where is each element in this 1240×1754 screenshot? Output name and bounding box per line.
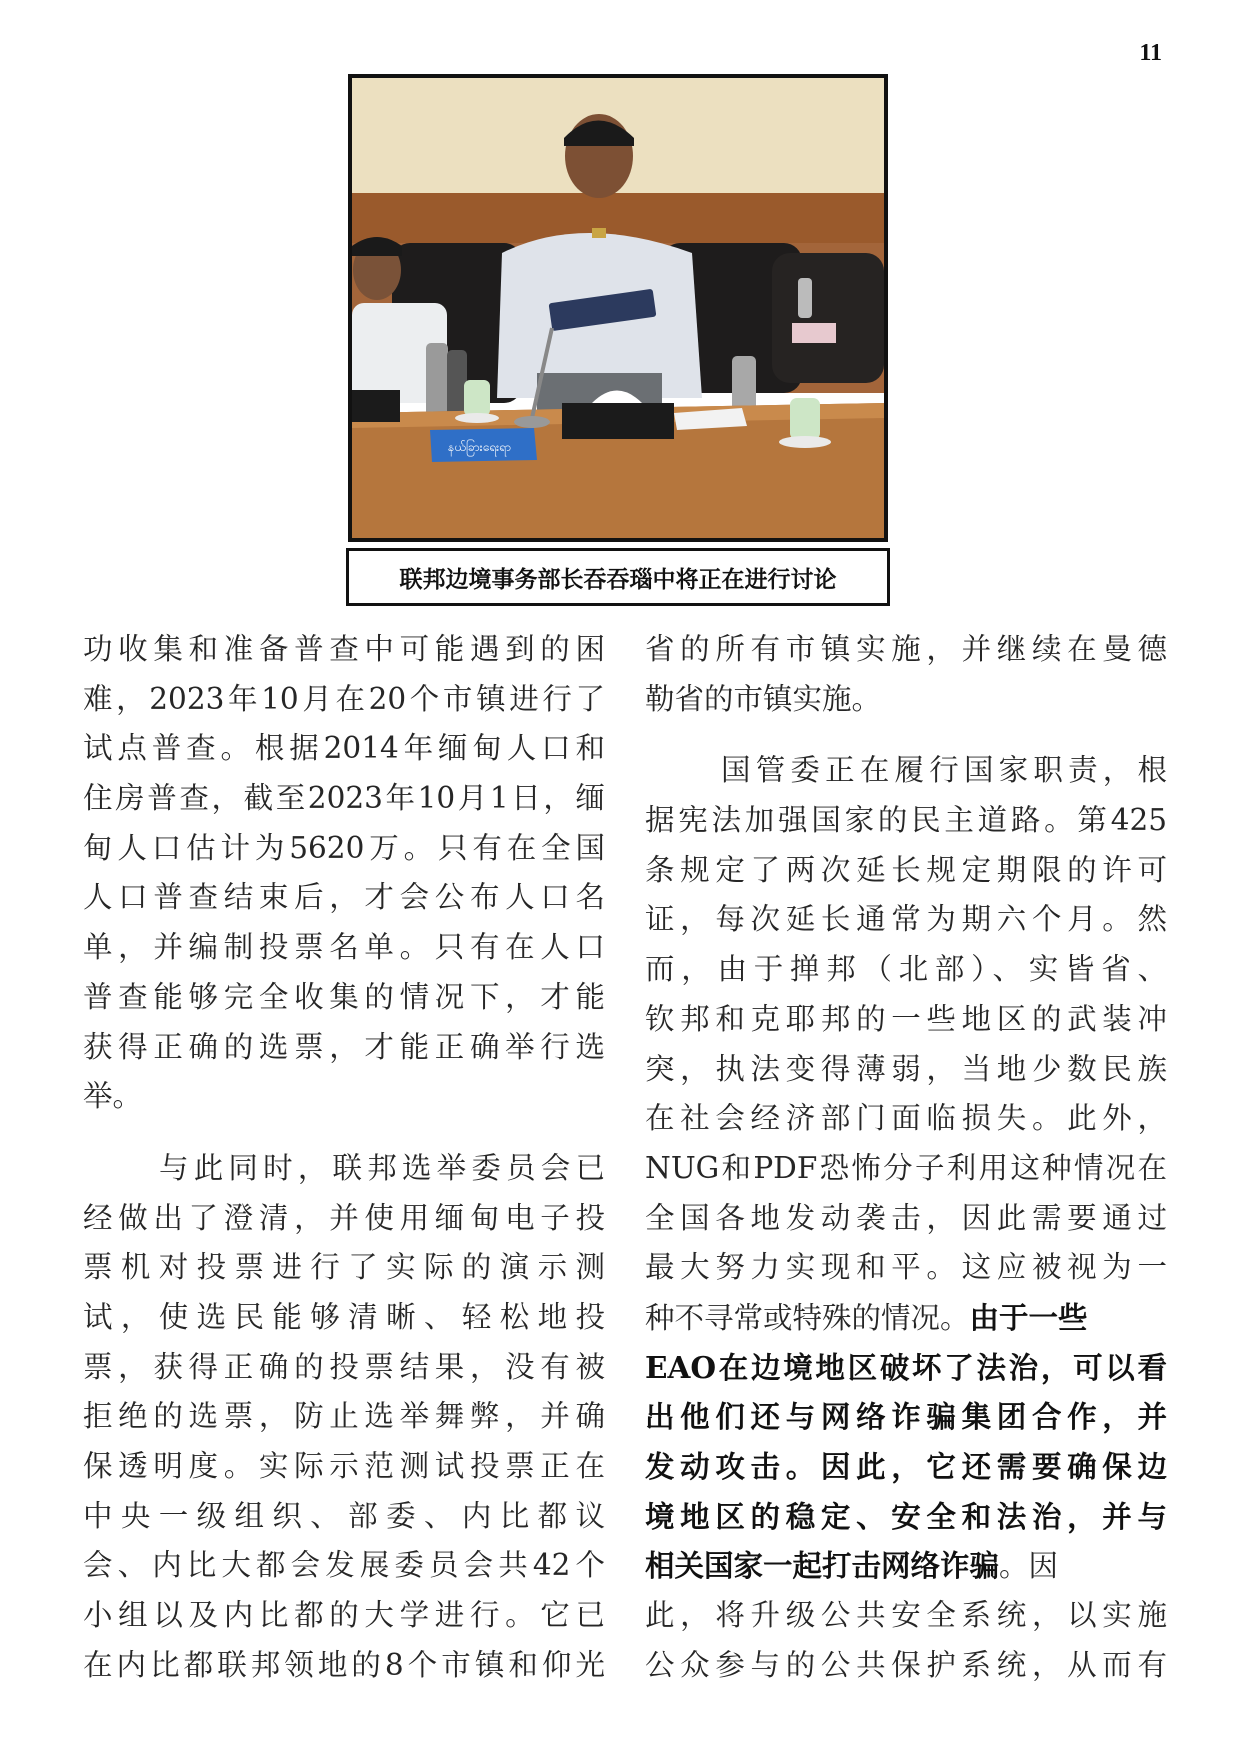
bold-text-line: 发动攻击。因此，它还需要确保边 — [645, 1449, 1167, 1484]
page-number: 11 — [1139, 40, 1162, 66]
text-line: 钦邦和克耶邦的一些地区的武装冲 — [645, 1001, 1167, 1036]
right-column — [645, 625, 1167, 1690]
text-line: 难，2023年10月在20个市镇进行了 — [83, 681, 605, 716]
photo-caption: 联邦边境事务部长吞吞瑙中将正在进行讨论 — [346, 548, 890, 606]
text-line: 小组以及内比都的大学进行。它已 — [83, 1598, 605, 1633]
nameplate-text: နယ်ခြားရေးရာ — [448, 440, 511, 454]
text-line: 住房普查，截至2023年10月1日，缅 — [83, 781, 605, 816]
bold-text-segment: 相关国家一起打击网络诈骗 — [645, 1548, 1000, 1584]
text-line: 此，将升级公共安全系统，以实施 — [645, 1598, 1167, 1633]
bold-text-line: 出他们还与网络诈骗集团合作，并 — [645, 1399, 1167, 1435]
text-line: 公众参与的公共保护系统，从而有 — [645, 1647, 1167, 1682]
text-line: 票，获得正确的投票结果，没有被 — [83, 1349, 605, 1384]
text-line: 功收集和准备普查中可能遇到的困 — [83, 632, 605, 666]
text-line: 普查能够完全收集的情况下，才能 — [83, 979, 605, 1014]
text-line: 国管委正在履行国家职责，根 — [721, 753, 1167, 788]
text-line: 在社会经济部门面临损失。此外， — [645, 1101, 1167, 1136]
text-line — [645, 1541, 1167, 1591]
text-line: 在内比都联邦领地的8个市镇和仰光 — [83, 1647, 605, 1682]
text-line: 而，由于掸邦（北部）、实皆省、 — [645, 952, 1167, 987]
text-line: 与此同时，联邦选举委员会已 — [159, 1150, 605, 1185]
text-segment: 种不寻常或特殊的情况。 — [645, 1300, 970, 1335]
text-line: 举。 — [83, 1079, 143, 1114]
text-line: 人口普查结束后，才会公布人口名 — [83, 880, 605, 915]
text-line: NUG和PDF恐怖分子利用这种情况在 — [645, 1150, 1167, 1185]
text-line: 省的所有市镇实施，并继续在曼德 — [645, 632, 1167, 666]
text-line: 票机对投票进行了实际的演示测 — [83, 1250, 605, 1285]
text-line — [645, 1293, 1167, 1343]
text-line: 最大努力实现和平。这应被视为一 — [645, 1250, 1167, 1285]
text-line: 甸人口估计为5620万。只有在全国 — [83, 830, 605, 865]
text-line: 试，使选民能够清晰、轻松地投 — [83, 1299, 605, 1334]
text-line: 拒绝的选票，防止选举舞弊，并确 — [83, 1399, 605, 1434]
text-line: 证，每次延长通常为期六个月。然 — [645, 902, 1167, 937]
text-line: 勒省的市镇实施。 — [645, 681, 882, 716]
text-line: 全国各地发动袭击，因此需要通过 — [645, 1200, 1167, 1235]
text-line: 试点普查。根据2014年缅甸人口和 — [83, 731, 605, 766]
text-line: 保透明度。实际示范测试投票正在 — [83, 1449, 605, 1483]
bold-text-line: EAO在边境地区破坏了法治，可以看 — [645, 1349, 1167, 1385]
text-line: 据宪法加强国家的民主道路。第425 — [645, 803, 1167, 838]
left-column — [83, 625, 605, 1690]
text-line: 获得正确的选票，才能正确举行选 — [83, 1029, 605, 1064]
text-line: 中央一级组织、部委、内比都议 — [83, 1498, 605, 1533]
text-segment: 。因 — [999, 1549, 1059, 1584]
meeting-photo — [348, 74, 888, 542]
text-line: 突，执法变得薄弱，当地少数民族 — [645, 1051, 1167, 1086]
text-line: 条规定了两次延长规定期限的许可 — [645, 852, 1167, 887]
text-line: 单，并编制投票名单。只有在人口 — [83, 930, 605, 965]
bold-text-segment: 由于一些 — [969, 1299, 1088, 1335]
bold-text-line: 境地区的稳定、安全和法治，并与 — [645, 1498, 1167, 1534]
meeting-photo-illustration — [352, 78, 884, 538]
text-line: 会、内比大都会发展委员会共42个 — [83, 1548, 605, 1583]
text-line: 经做出了澄清，并使用缅甸电子投 — [83, 1200, 605, 1235]
